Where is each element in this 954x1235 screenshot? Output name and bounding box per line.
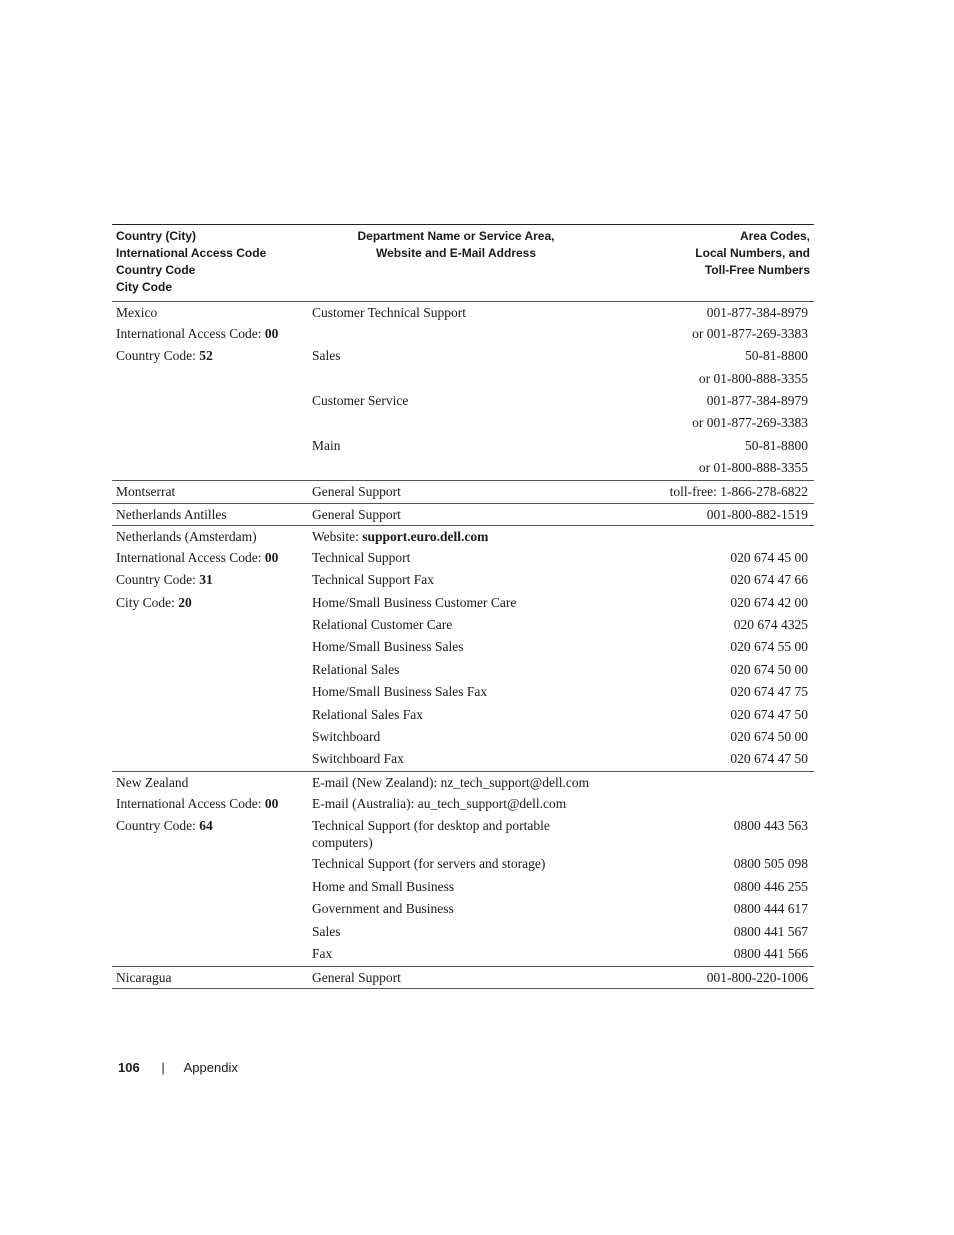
header-department: Department Name or Service Area, Website and E-Mail Address <box>357 229 555 260</box>
table-row <box>112 794 814 816</box>
department-cell: Main <box>312 437 341 453</box>
country-cell: Mexico <box>112 302 308 324</box>
country-cell <box>112 413 308 435</box>
phone-number-cell: 0800 505 098 <box>733 856 808 872</box>
phone-number-cell <box>604 794 814 816</box>
table-row <box>112 966 814 988</box>
country-cell <box>112 369 308 391</box>
department-cell: Technical Support (for servers and storage) <box>312 856 546 872</box>
country-cell <box>112 749 308 771</box>
phone-number-cell: 020 674 55 00 <box>730 639 808 655</box>
department-cell <box>308 324 604 346</box>
table-row <box>112 705 814 727</box>
table-header-row <box>112 225 814 302</box>
phone-number-cell: 50-81-8800 <box>745 437 808 453</box>
country-cell: Netherlands (Amsterdam) <box>112 525 308 547</box>
table-row <box>112 922 814 944</box>
country-cell: Country Code: 64 <box>116 818 213 834</box>
department-cell: Relational Sales <box>312 661 400 677</box>
department-cell: Government and Business <box>312 901 454 917</box>
phone-number-cell: 001-877-384-8979 <box>706 393 808 409</box>
country-cell: New Zealand <box>112 772 308 794</box>
phone-number-cell: 001-800-220-1006 <box>604 966 814 988</box>
table-row <box>112 727 814 749</box>
phone-number-cell: or 01-800-888-3355 <box>698 370 808 386</box>
department-cell: Customer Technical Support <box>308 302 604 324</box>
table-row <box>112 369 814 391</box>
department-cell: Technical Support <box>312 549 411 565</box>
department-cell: Switchboard <box>312 728 381 744</box>
table-row <box>112 749 814 771</box>
country-cell <box>112 615 308 637</box>
country-cell <box>112 899 308 921</box>
phone-number-cell: or 001-877-269-3383 <box>692 325 808 341</box>
table-row <box>112 413 814 435</box>
table-row <box>112 772 814 794</box>
department-cell: General Support <box>308 481 604 503</box>
department-cell: General Support <box>308 503 604 525</box>
country-cell <box>112 660 308 682</box>
department-cell: Fax <box>312 946 333 962</box>
department-cell: Home/Small Business Sales Fax <box>312 684 488 700</box>
table-row <box>112 302 814 324</box>
country-cell: City Code: 20 <box>116 594 192 610</box>
page-footer <box>118 1060 238 1075</box>
country-cell <box>112 682 308 704</box>
phone-number-cell: 0800 444 617 <box>733 901 808 917</box>
phone-number-cell <box>604 772 814 794</box>
department-cell: Relational Customer Care <box>312 616 453 632</box>
department-cell: Sales <box>312 923 341 939</box>
table-row <box>112 391 814 413</box>
country-cell <box>112 458 308 480</box>
table-row <box>112 525 814 547</box>
department-cell: Relational Sales Fax <box>312 706 423 722</box>
phone-number-cell: 020 674 47 66 <box>730 572 808 588</box>
table-row <box>112 324 814 346</box>
phone-number-cell <box>604 525 814 547</box>
phone-number-cell: or 01-800-888-3355 <box>698 460 808 476</box>
table-row <box>112 436 814 458</box>
department-cell <box>308 369 604 391</box>
department-cell: Switchboard Fax <box>312 751 404 767</box>
table-row <box>112 458 814 480</box>
phone-number-cell: toll-free: 1-866-278-6822 <box>604 481 814 503</box>
department-cell: Home and Small Business <box>312 878 455 894</box>
phone-number-cell: 020 674 42 00 <box>730 594 808 610</box>
footer-separator: | <box>161 1060 165 1075</box>
table-row <box>112 682 814 704</box>
department-cell: Technical Support (for desktop and portable computers) <box>312 818 550 851</box>
phone-number-cell: 020 674 50 00 <box>730 728 808 744</box>
department-cell: Technical Support Fax <box>312 572 435 588</box>
table-row <box>112 481 814 503</box>
department-cell <box>308 458 604 480</box>
department-cell: Home/Small Business Sales <box>312 639 464 655</box>
country-cell: Country Code: 31 <box>116 572 213 588</box>
country-cell <box>112 922 308 944</box>
phone-number-cell: 0800 443 563 <box>733 818 808 834</box>
table-row <box>112 615 814 637</box>
department-cell: Website: support.euro.dell.com <box>308 525 604 547</box>
phone-number-cell: or 001-877-269-3383 <box>692 415 808 431</box>
department-cell: Sales <box>312 348 341 364</box>
country-cell: Montserrat <box>112 481 308 503</box>
country-cell <box>112 877 308 899</box>
table-row <box>112 637 814 659</box>
country-cell: International Access Code: 00 <box>116 549 279 565</box>
phone-number-cell: 001-877-384-8979 <box>604 302 814 324</box>
page-number: 106 <box>118 1060 140 1075</box>
department-cell: Customer Service <box>312 393 409 409</box>
table-row <box>112 944 814 966</box>
department-cell <box>308 413 604 435</box>
phone-number-cell: 0800 446 255 <box>733 878 808 894</box>
phone-number-cell: 0800 441 566 <box>733 946 808 962</box>
table-row <box>112 593 814 615</box>
country-cell <box>112 727 308 749</box>
phone-number-cell: 020 674 4325 <box>733 616 808 632</box>
phone-number-cell: 020 674 47 50 <box>730 706 808 722</box>
phone-number-cell: 020 674 47 75 <box>730 684 808 700</box>
phone-number-cell: 0800 441 567 <box>733 923 808 939</box>
country-cell: Country Code: 52 <box>116 348 213 364</box>
country-cell <box>112 944 308 966</box>
table-row <box>112 816 814 854</box>
country-cell: International Access Code: 00 <box>116 796 279 812</box>
country-cell: Nicaragua <box>112 966 308 988</box>
department-cell: E-mail (Australia): au_tech_support@dell.com <box>312 796 567 812</box>
table-row <box>112 877 814 899</box>
table-row <box>112 570 814 592</box>
table-row <box>112 854 814 876</box>
phone-number-cell: 001-800-882-1519 <box>604 503 814 525</box>
phone-number-cell: 020 674 50 00 <box>730 661 808 677</box>
table-row <box>112 899 814 921</box>
table-row <box>112 346 814 368</box>
header-country: Country (City) International Access Code Country Code City Code <box>116 229 267 294</box>
department-cell: E-mail (New Zealand): nz_tech_support@dell.com <box>308 772 604 794</box>
country-cell <box>112 391 308 413</box>
table-row <box>112 503 814 525</box>
country-cell: International Access Code: 00 <box>116 325 279 341</box>
country-cell: Netherlands Antilles <box>112 503 308 525</box>
country-cell <box>112 637 308 659</box>
department-cell: Home/Small Business Customer Care <box>312 594 517 610</box>
table-row <box>112 660 814 682</box>
country-cell <box>112 436 308 458</box>
section-title: Appendix <box>183 1060 238 1075</box>
website-link[interactable]: support.euro.dell.com <box>362 528 489 544</box>
phone-number-cell: 50-81-8800 <box>745 348 808 364</box>
country-cell <box>112 854 308 876</box>
country-cell <box>112 705 308 727</box>
header-numbers: Area Codes, Local Numbers, and Toll-Free Numbers <box>695 229 810 277</box>
table-row <box>112 548 814 570</box>
department-cell: General Support <box>308 966 604 988</box>
contact-table <box>112 224 814 989</box>
phone-number-cell: 020 674 47 50 <box>730 751 808 767</box>
phone-number-cell: 020 674 45 00 <box>730 549 808 565</box>
